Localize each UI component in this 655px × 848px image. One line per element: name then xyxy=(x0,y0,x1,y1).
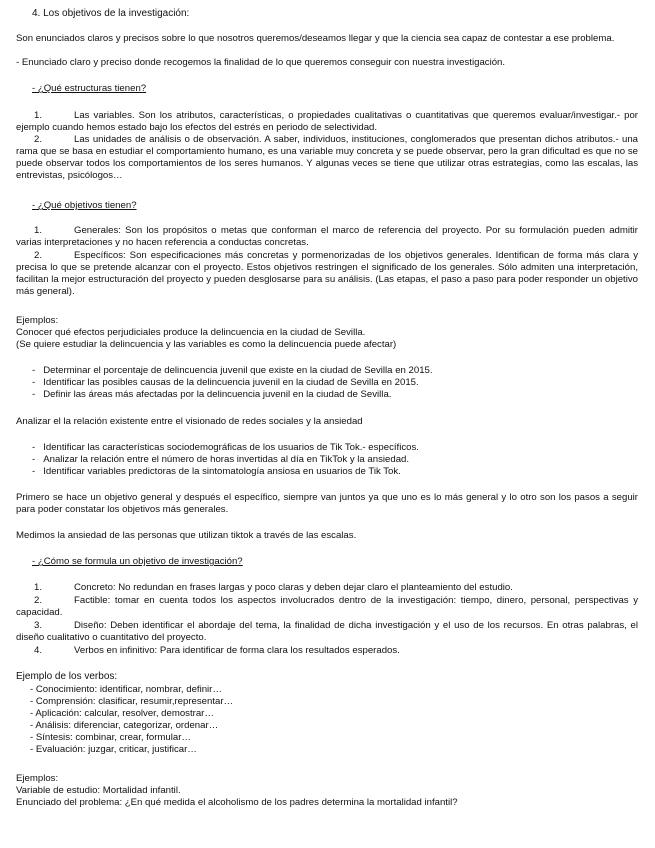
examples-label: Ejemplos: xyxy=(16,773,59,784)
example-title: Analizar el la relación existente entre el visionado de redes sociales y la ansiedad xyxy=(16,416,363,427)
verb-item: - Análisis: diferenciar, categorizar, ordenar… xyxy=(30,720,219,731)
objective-item-1: 1. Generales: Son los propósitos o metas que conforman el marco de referencia del proyecto. Por su formulación pueden admitir varias interpretaciones y no hacen referencia a conductas concretas. xyxy=(16,225,638,248)
verb-item: - Conocimiento: identificar, nombrar, definir… xyxy=(30,684,222,695)
verb-item: - Comprensión: clasificar, resumir,representar… xyxy=(30,696,234,707)
formulation-item-4: 4. Verbos en infinitivo: Para identificar de forma clara los resultados esperados. xyxy=(34,645,400,656)
formulation-question: - ¿Cómo se formula un objetivo de investigación? xyxy=(32,556,243,567)
example-line: Conocer qué efectos perjudiciales produce la delincuencia en la ciudad de Sevilla. xyxy=(16,327,366,338)
general-specific-paragraph: Primero se hace un objetivo general y después el específico, siempre van juntos ya que uno es lo más general y lo otro son los pasos a seguir para poder constatar los objetivos más generales. xyxy=(16,492,638,515)
section-heading: 4. Los objetivos de la investigación: xyxy=(32,8,190,19)
bullet-item: - Definir las áreas más afectadas por la delincuencia juvenil en la ciudad de Sevilla. xyxy=(32,389,392,400)
objective-item-2: 2. Específicos: Son especificaciones más concretas y pormenorizadas de los objetivos generales. Identifican de forma más clara y precisa lo que se pretende alcanzar con el proyecto. Estos objetivos restringen el significado de los generales. Sólo admiten una interpretación, facilitan la mejor estructuración del proyecto y pueden desglosarse para su análisis. (Las etapas, el paso a paso para poder responder un objetivo más general). xyxy=(16,250,638,297)
verb-item: - Síntesis: combinar, crear, formular… xyxy=(30,732,192,743)
anxiety-paragraph: Medimos la ansiedad de las personas que utilizan tiktok a través de las escalas. xyxy=(16,530,357,541)
structure-item-2: 2. Las unidades de análisis o de observación. A saber, individuos, instituciones, conglomerados que presentan dichos atributos.- una rama que se basa en estudiar el comportamiento humano, es una variable muy concreta y se puede observar, pero la gran dificultad es que no se puede observar todos los comportamientos de los seres humanos. Y algunas veces se tiene que utilizar otras estrategias, como las escalas, las entrevistas, psicólogos… xyxy=(16,134,638,181)
examples-label: Ejemplos: xyxy=(16,315,59,326)
definition-paragraph: - Enunciado claro y preciso donde recogemos la finalidad de lo que queremos conseguir con nuestra investigación. xyxy=(16,57,506,68)
verbs-label: Ejemplo de los verbos: xyxy=(16,671,118,682)
example-line: Variable de estudio: Mortalidad infantil. xyxy=(16,785,181,796)
structure-item-1: 1. Las variables. Son los atributos, características, o propiedades cualitativas o cuantitativas que queremos evaluar/investigar.- por ejemplo cuando hemos estado bajo los efectos del estrés en periodo de selectividad. xyxy=(16,110,638,133)
verb-item: - Aplicación: calcular, resolver, demostrar… xyxy=(30,708,214,719)
example-line: Enunciado del problema: ¿En qué medida el alcoholismo de los padres determina la mortalidad infantil? xyxy=(16,797,458,808)
bullet-item: - Identificar las posibles causas de la delincuencia juvenil en la ciudad de Sevilla en 2015. xyxy=(32,377,419,388)
bullet-item: - Analizar la relación entre el número de horas invertidas al día en TikTok y la ansiedad. xyxy=(32,454,410,465)
bullet-item: - Identificar las características sociodemográficas de los usuarios de Tik Tok.- específicos. xyxy=(32,442,419,453)
verb-item: - Evaluación: juzgar, criticar, justificar… xyxy=(30,744,197,755)
formulation-item-3: 3. Diseño: Deben identificar el abordaje del tema, la finalidad de dicha investigación y el uso de los recursos. En otras palabras, el diseño cualitativo o cuantitativo del proyecto. xyxy=(16,620,638,643)
structures-question: - ¿Qué estructuras tienen? xyxy=(32,83,147,94)
bullet-item: - Determinar el porcentaje de delincuencia juvenil que existe en la ciudad de Sevilla en 2015. xyxy=(32,365,433,376)
formulation-item-1: 1. Concreto: No redundan en frases largas y poco claras y deben dejar claro el planteamiento del estudio. xyxy=(34,582,513,593)
formulation-item-2: 2. Factible: tomar en cuenta todos los aspectos involucrados dentro de la investigación: tiempo, dinero, personal, perspectivas y capacidad. xyxy=(16,595,638,618)
intro-paragraph: Son enunciados claros y precisos sobre lo que nosotros queremos/deseamos llegar y que la ciencia sea capaz de contestar a ese problema. xyxy=(16,33,615,44)
bullet-item: - Identificar variables predictoras de la sintomatología ansiosa en usuarios de Tik Tok. xyxy=(32,466,401,477)
example-line: (Se quiere estudiar la delincuencia y las variables es como la delincuencia puede afectar) xyxy=(16,339,397,350)
objectives-question: - ¿Qué objetivos tienen? xyxy=(32,200,137,211)
